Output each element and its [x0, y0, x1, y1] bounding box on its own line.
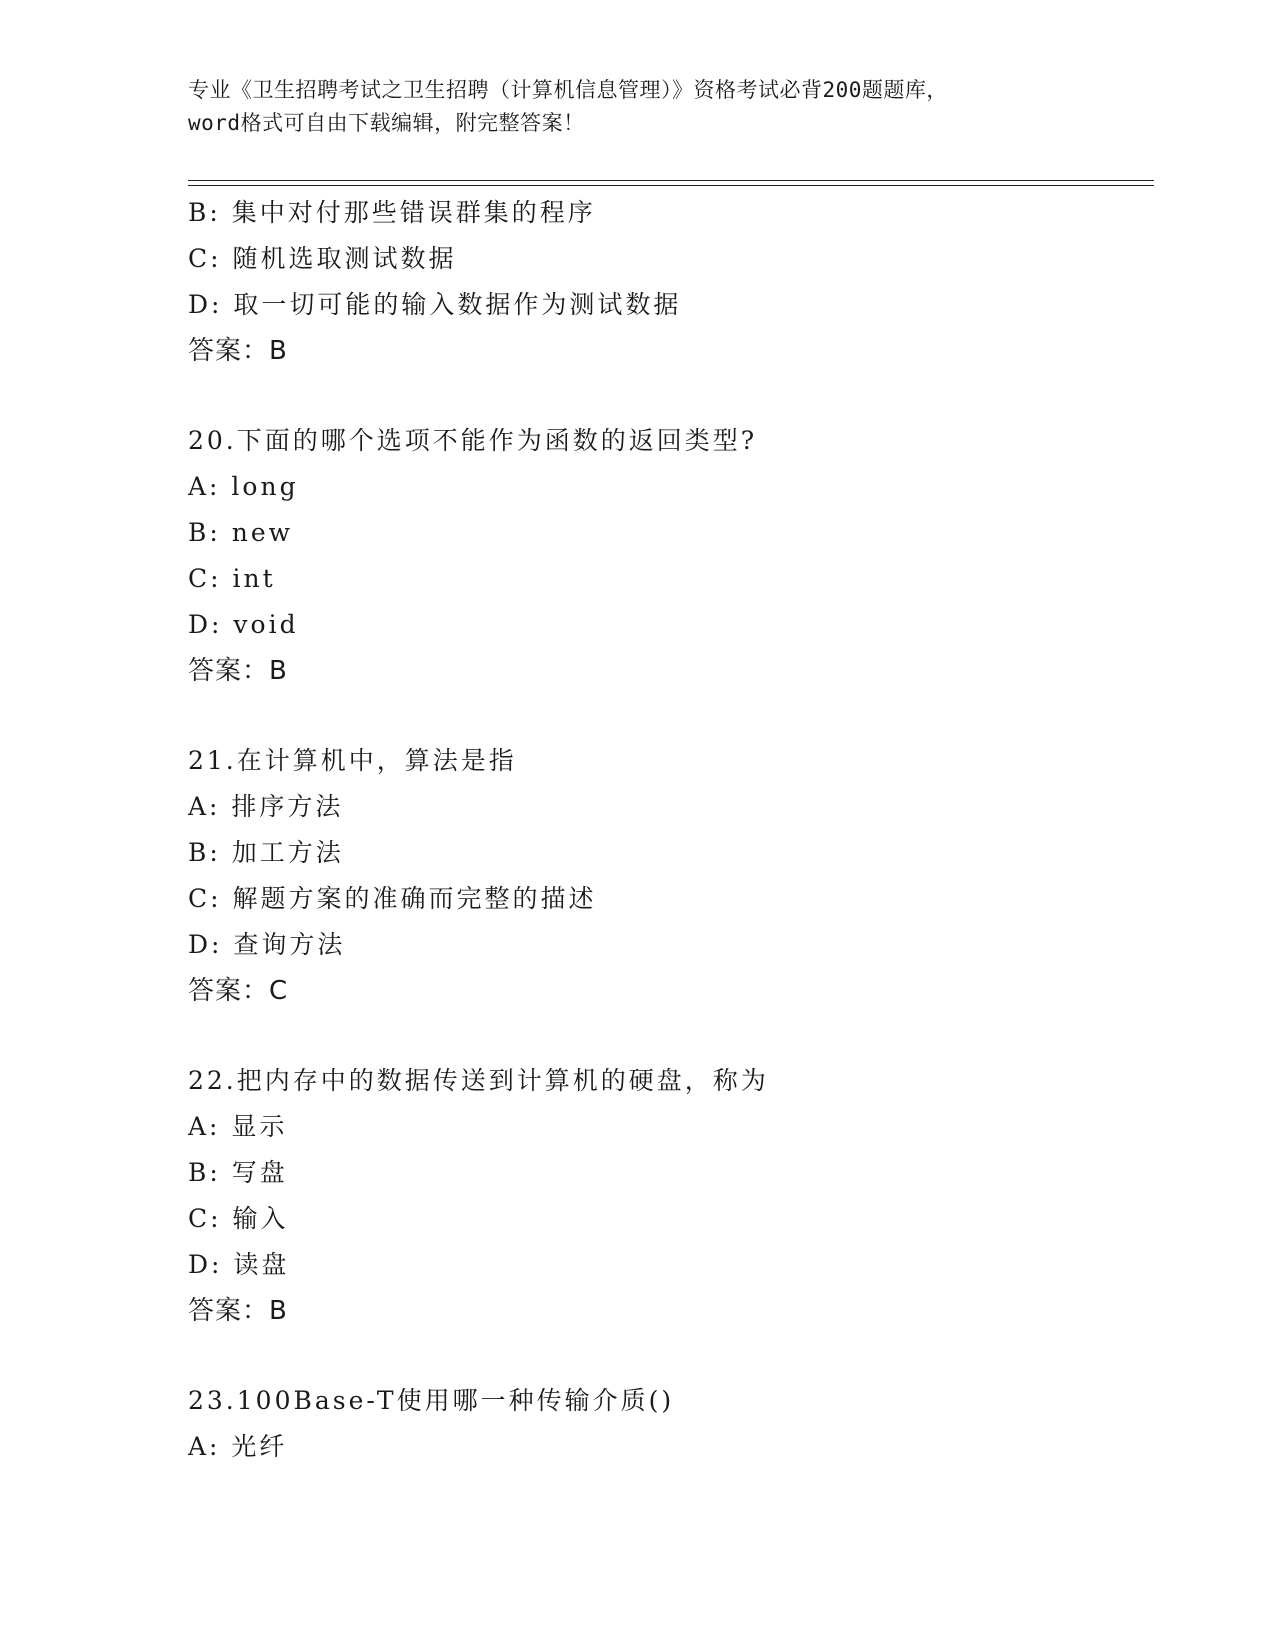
question-21 — [188, 738, 1154, 1014]
option-c: C: 输入 — [188, 1204, 289, 1233]
answer: 答案：B — [188, 656, 288, 686]
option-d: D: void — [188, 610, 299, 639]
option-d: D: 查询方法 — [188, 930, 346, 959]
option-c: C: 解题方案的准确而完整的描述 — [188, 884, 597, 913]
header-line-2: word格式可自由下载编辑，附完整答案！ — [188, 111, 585, 135]
spacer — [188, 374, 1154, 418]
option-c: C: int — [188, 564, 276, 593]
option-a: A: 光纤 — [188, 1432, 288, 1461]
option-b: B: 集中对付那些错误群集的程序 — [188, 198, 596, 227]
question-stem: 23.100Base-T使用哪一种传输介质() — [188, 1386, 675, 1415]
option-a: A: 排序方法 — [188, 792, 344, 821]
question-stem: 22.把内存中的数据传送到计算机的硬盘，称为 — [188, 1066, 769, 1095]
spacer — [188, 694, 1154, 738]
question-23 — [188, 1378, 1154, 1470]
option-c: C: 随机选取测试数据 — [188, 244, 457, 273]
question-stem: 20.下面的哪个选项不能作为函数的返回类型? — [188, 426, 758, 455]
spacer — [188, 1334, 1154, 1378]
option-a: A: long — [188, 472, 299, 501]
header-rule-bottom — [188, 185, 1154, 186]
answer: 答案：B — [188, 1296, 288, 1326]
option-a: A: 显示 — [188, 1112, 288, 1141]
question-19-fragment — [188, 190, 1154, 374]
option-b: B: 加工方法 — [188, 838, 344, 867]
option-b: B: new — [188, 518, 294, 547]
spacer — [188, 1014, 1154, 1058]
answer: 答案：B — [188, 336, 288, 366]
question-stem: 21.在计算机中，算法是指 — [188, 746, 517, 775]
header-rule-top — [188, 180, 1154, 181]
option-b: B: 写盘 — [188, 1158, 288, 1187]
option-d: D: 取一切可能的输入数据作为测试数据 — [188, 290, 682, 319]
answer: 答案：C — [188, 976, 289, 1006]
document-header — [188, 74, 1088, 140]
question-list — [188, 190, 1154, 1470]
question-20 — [188, 418, 1154, 694]
question-22 — [188, 1058, 1154, 1334]
header-line-1: 专业《卫生招聘考试之卫生招聘（计算机信息管理）》资格考试必背200题题库， — [188, 78, 948, 102]
option-d: D: 读盘 — [188, 1250, 290, 1279]
